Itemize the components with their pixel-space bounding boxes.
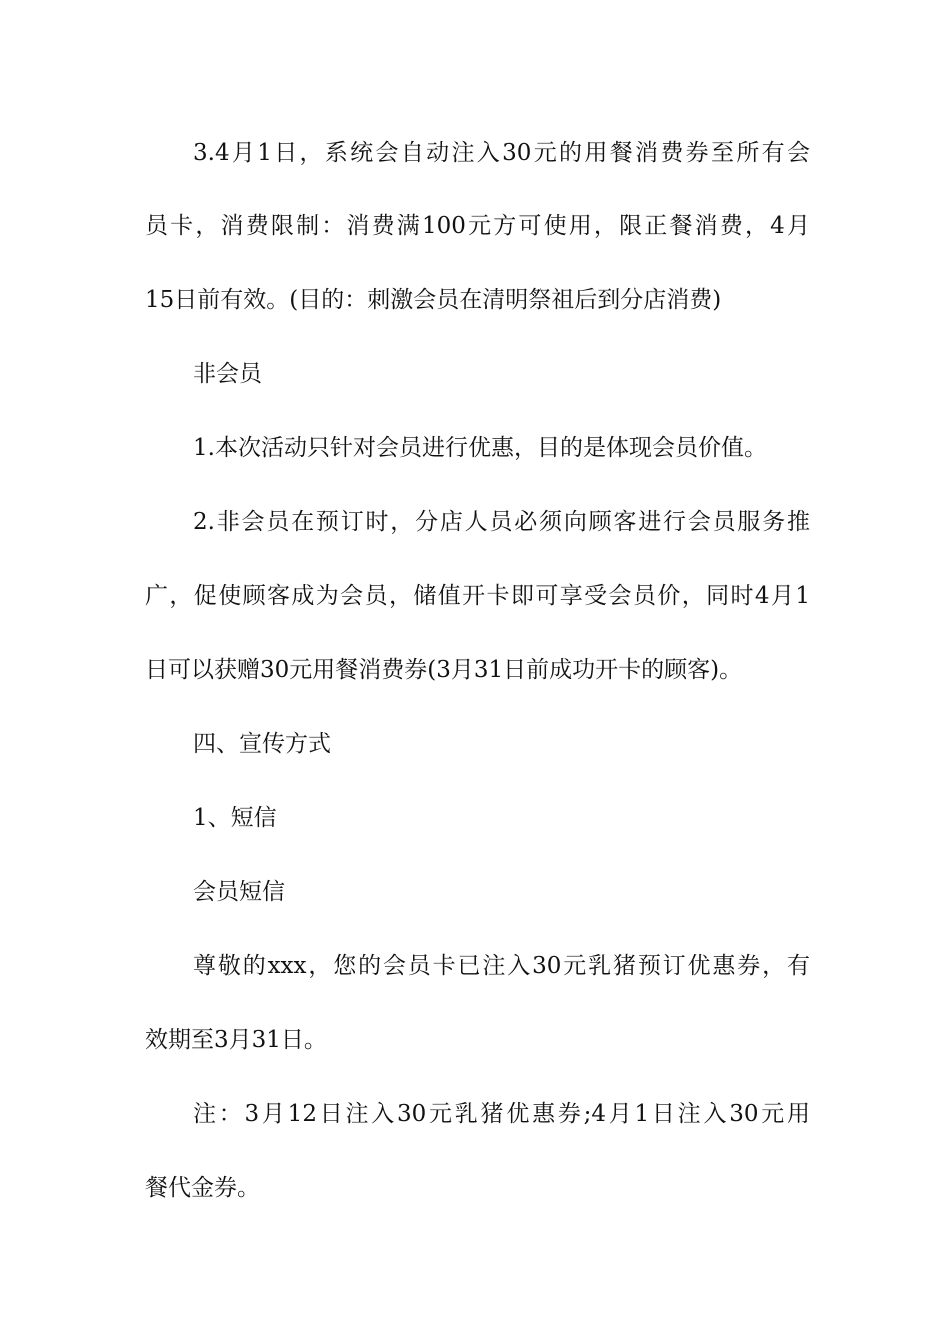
paragraph-line: 1.本次活动只针对会员进行优惠，目的是体现会员价值。 <box>193 435 767 461</box>
paragraph-line: 效期至3月31日。 <box>145 1027 327 1053</box>
paragraph-line: 员卡，消费限制：消费满100元方可使用，限正餐消费，4月 <box>145 213 810 239</box>
paragraph-line: 尊敬的xxx，您的会员卡已注入30元乳猪预订优惠券，有 <box>193 953 810 979</box>
note-line: 餐代金券。 <box>145 1175 260 1201</box>
paragraph-line: 广，促使顾客成为会员，储值开卡即可享受会员价，同时4月1 <box>145 583 810 609</box>
paragraph-line: 日可以获赠30元用餐消费券(3月31日前成功开卡的顾客)。 <box>145 657 743 683</box>
section-heading: 四、宣传方式 <box>193 731 331 757</box>
paragraph-line: 2.非会员在预订时，分店人员必须向顾客进行会员服务推 <box>193 509 810 535</box>
note-line: 注：3月12日注入30元乳猪优惠券;4月1日注入30元用 <box>193 1101 810 1127</box>
paragraph-line: 15日前有效。(目的：刺激会员在清明祭祖后到分店消费) <box>145 287 722 313</box>
section-heading: 非会员 <box>193 361 262 387</box>
paragraph-line: 3.4月1日，系统会自动注入30元的用餐消费券至所有会 <box>193 140 810 166</box>
subsection-heading: 1、短信 <box>193 805 277 831</box>
subsection-heading: 会员短信 <box>193 879 285 905</box>
